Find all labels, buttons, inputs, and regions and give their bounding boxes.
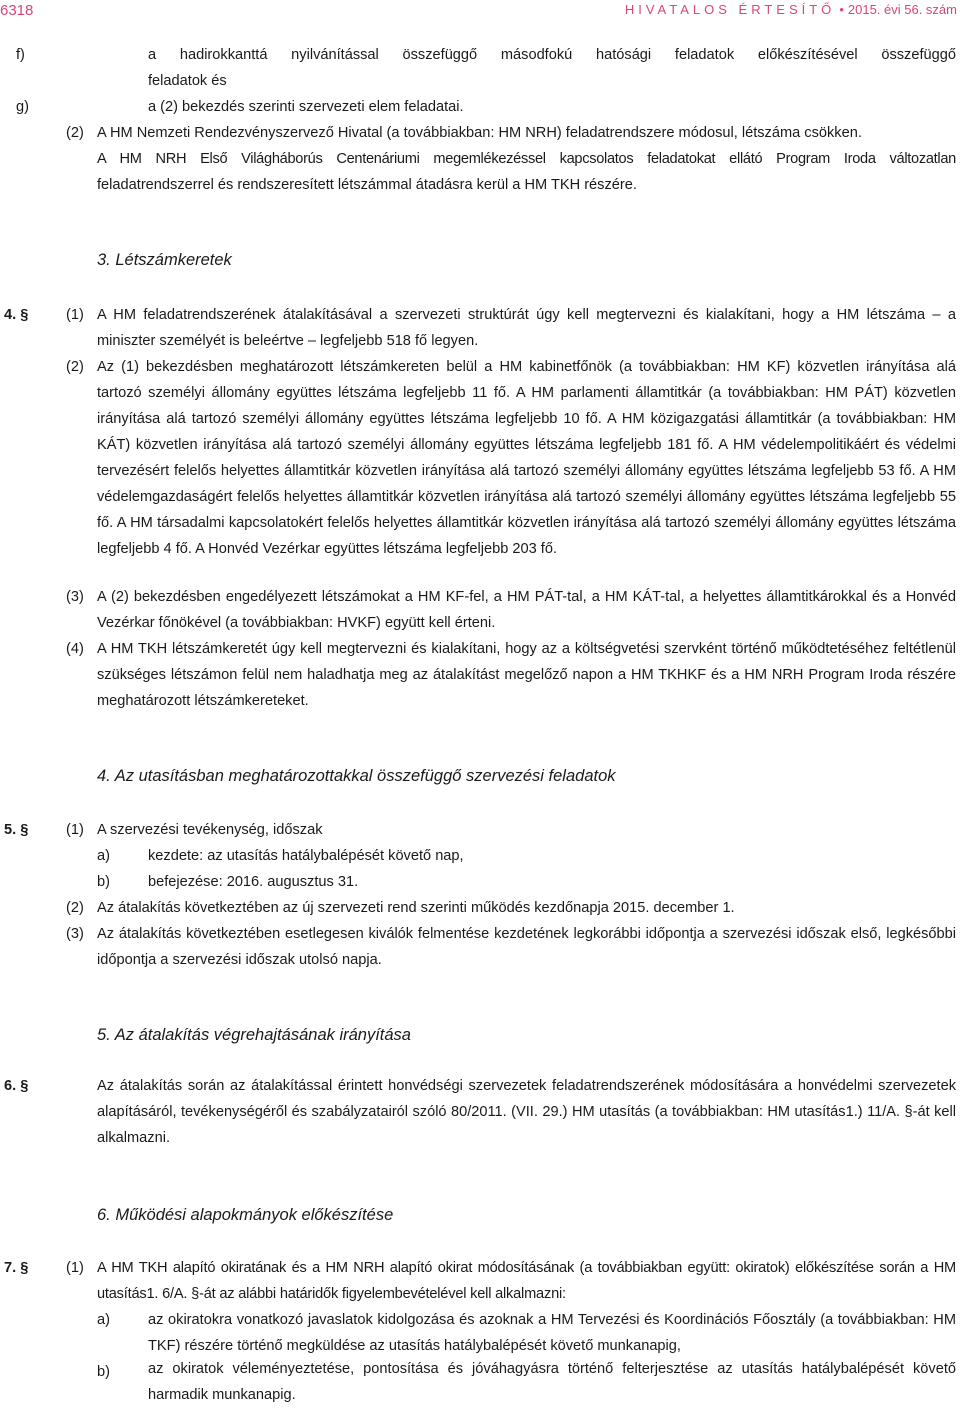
s4-item-b: befejezése: 2016. augusztus 31. [148,874,359,890]
paragraph-label-4: (4) [66,641,84,657]
item-label-b: b) [97,874,110,890]
s6-item-a: az okiratokra vonatkozó javaslatok kidolgozása és azoknak a HM Tervezési és Koordinációs Főosztály (a továbbiakban: HM TKF) részére történő megküldése az utasítás hatálybalépését követő munkanapig, [148,1312,956,1354]
page-number: 6318 [0,2,34,19]
s4-paragraph-2: Az átalakítás következtében az új szervezeti rend szerinti működés kezdőnapja 2015. december 1. [97,900,735,916]
s6-paragraph-1: A HM TKH alapító okiratának és a HM NRH alapító okirat módosításának (a továbbiakban együtt: okiratok) előkészítése során a HM utasítás1. 6/A. §-át az alábbi határidők figyelembevételével kell alkalmazni: [97,1260,956,1302]
paragraph-label-3: (3) [66,589,84,605]
s4-paragraph-3: Az átalakítás következtében esetlegesen kiválók felmentése kezdetének legkorábbi időpontja a szervezési időszak első, legkésőbbi időpontja a szervezési időszak utolsó napja. [97,926,956,968]
section-heading-vegrehajtas-iranyitasa: 5. Az átalakítás végrehajtásának irányítása [97,1026,411,1044]
s5-paragraph: Az átalakítás során az átalakítással érintett honvédségi szervezetek feladatrendszerének módosítására a honvédelmi szervezetek alapításáról, tevékenységéről és szabályzatairól szóló 80/2011. (VII. 29.) HM utasítás (a továbbiakban: HM utasítás1.) 11/A. §-át kell alkalmazni. [97,1078,956,1146]
paragraph-label-1: (1) [66,1260,84,1276]
intro-p2-line1: A HM Nemzeti Rendezvényszervező Hivatal (a továbbiakban: HM NRH) feladatrendszere módosul, létszáma csökken. [97,125,862,141]
s3-paragraph-4: A HM TKH létszámkeretét úgy kell megtervezni és kialakítani, hogy az a költségvetési szervként történő működtetéséhez feltétlenül szükséges létszámon felül nem haladhatja meg az átalakítást megelőző napon a HM TKHKF és a HM NRH Program Iroda részére meghatározott létszámkereteket. [97,641,956,709]
item-label-a: a) [97,1312,110,1328]
intro-p2-line3: feladatrendszerrel és rendszeresített létszámmal átadásra kerül a HM TKH részére. [97,177,637,193]
s4-paragraph-1: A szervezési tevékenység, időszak [97,822,323,838]
section-heading-mukodesi-alapokmanyok: 6. Működési alapokmányok előkészítése [97,1206,394,1224]
intro-p2-line2: A HM NRH Első Világháborús Centenáriumi megemlékezéssel kapcsolatos feladatokat ellátó Program Iroda változatlan [97,151,956,167]
journal-title: HIVATALOS ÉRTESÍTŐ [624,2,836,17]
page-header [0,2,960,22]
section-number: 4. § [4,307,29,323]
section-number: 5. § [4,822,29,838]
paragraph-label-2: (2) [66,359,84,375]
section-number: 6. § [4,1078,29,1094]
section-number: 7. § [4,1260,29,1276]
paragraph-label-1: (1) [66,822,84,838]
item-label-a: a) [97,848,110,864]
item-label-f: f) [16,47,25,63]
section-heading-szervezesi-feladatok: 4. Az utasításban meghatározottakkal összefüggő szervezési feladatok [97,767,616,785]
s3-paragraph-1: A HM feladatrendszerének átalakításával a szervezeti struktúrát úgy kell megtervezni és kialakítani, hogy a HM létszáma – a miniszter személyét is beleértve – legfeljebb 518 fő legyen. [97,307,956,349]
paragraph-label-1: (1) [66,307,84,323]
s4-item-a: kezdete: az utasítás hatálybalépését követő nap, [148,848,464,864]
item-g-text: a (2) bekezdés szerinti szervezeti elem feladatai. [148,99,464,115]
header-separator-dot: • [839,2,844,17]
section-heading-letszamkeretek: 3. Létszámkeretek [97,251,232,269]
paragraph-label-2: (2) [66,125,84,141]
item-f-line2: feladatok és [148,73,227,89]
item-label-b: b) [97,1364,110,1380]
s3-paragraph-2: Az (1) bekezdésben meghatározott létszámkereten belül a HM kabinetfőnök (a továbbiakban: HM KF) közvetlen irányítása alá tartozó személyi állomány együttes létszáma legfeljebb 11 fő. A HM parlamenti államtitkár (a továbbiakban: HM PÁT) közvetlen irányítása alá tartozó személyi állomány együttes létszáma legfeljebb 10 fő. A HM közigazgatási államtitkár (a továbbiakban: HM KÁT) közvetlen irányítása alá tartozó személyi állomány együttes létszáma legfeljebb 181 fő. A HM védelempolitikáért és védelmi tervezésért felelős helyettes államtitkár közvetlen irányítása alá tartozó személyi állomány együttes létszáma legfeljebb 53 fő. A HM védelemgazdaságért felelős helyettes államtitkár közvetlen irányítása alá tartozó személyi állomány együttes létszáma legfeljebb 55 fő. A HM társadalmi kapcsolatokért felelős helyettes államtitkár közvetlen irányítása alá tartozó személyi állomány együttes létszáma legfeljebb 4 fő. A Honvéd Vezérkar együttes létszáma legfeljebb 203 fő. [97,359,956,557]
item-f-line1: a hadirokkanttá nyilvánítással összefüggő másodfokú hatósági feladatok előkészítésével összefüggő [148,47,956,63]
journal-header [625,2,957,17]
item-label-g: g) [16,99,29,115]
s6-item-b: az okiratok véleményeztetése, pontosítása és jóváhagyásra történő felterjesztése az utasítás hatálybalépését követő harmadik munkanapig. [148,1361,956,1403]
issue-number: 2015. évi 56. szám [847,2,957,17]
paragraph-label-3: (3) [66,926,84,942]
paragraph-label-2: (2) [66,900,84,916]
s3-paragraph-3: A (2) bekezdésben engedélyezett létszámokat a HM KF-fel, a HM PÁT-tal, a HM KÁT-tal, a helyettes államtitkárokkal és a Honvéd Vezérkar főnökével (a továbbiakban: HVKF) együtt kell érteni. [97,589,956,631]
